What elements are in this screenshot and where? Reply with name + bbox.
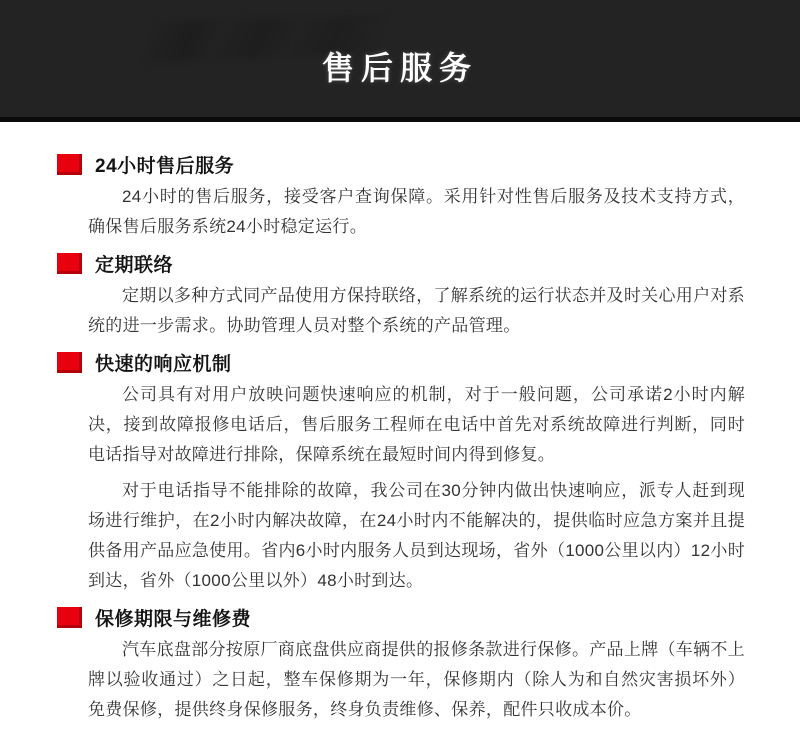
section-heading: 保修期限与维修费 bbox=[95, 608, 252, 630]
section-warranty bbox=[57, 605, 745, 725]
section-heading-row bbox=[57, 605, 745, 629]
section-paragraph: 24小时的售后服务，接受客户查询保障。采用针对性售后服务及技术支持方式，确保售后服务系统24小时稳定运行。 bbox=[88, 187, 745, 236]
section-paragraph: 对于电话指导不能排除的故障，我公司在30分钟内做出快速响应，派专人赶到现场进行维护，在2小时内解决故障，在24小时内不能解决的，提供临时应急方案并且提供备用产品应急使用。省内6小时内服务人员到达现场，省外（1000公里以内）12小时到达，省外（1000公里以外）48小时到达。 bbox=[88, 481, 745, 590]
faint-watermark bbox=[143, 14, 387, 62]
section-paragraph: 公司具有对用户放映问题快速响应的机制，对于一般问题，公司承诺2小时内解决，接到故障报修电话后，售后服务工程师在电话中首先对系统故障进行判断，同时电话指导对故障进行排除，保障系统在最短时间内得到修复。 bbox=[88, 385, 745, 464]
section-heading: 快速的响应机制 bbox=[95, 353, 232, 375]
red-square-bullet-icon bbox=[57, 154, 82, 175]
section-24h-service bbox=[57, 152, 745, 242]
red-square-bullet-icon bbox=[57, 352, 82, 373]
section-paragraph: 汽车底盘部分按原厂商底盘供应商提供的报修条款进行保修。产品上牌（车辆不上牌以验收通过）之日起，整车保修期为一年，保修期内（除人为和自然灾害损坏外）免费保修，提供终身保修服务，终身负责维修、保养，配件只收成本价。 bbox=[88, 640, 745, 719]
section-heading-row bbox=[57, 251, 745, 275]
section-regular-contact bbox=[57, 251, 745, 341]
section-heading-row bbox=[57, 350, 745, 374]
section-heading: 定期联络 bbox=[95, 254, 174, 276]
section-paragraph: 定期以多种方式同产品使用方保持联络，了解系统的运行状态并及时关心用户对系统的进一步需求。协助管理人员对整个系统的产品管理。 bbox=[88, 286, 745, 335]
page-title: 售后服务 bbox=[321, 50, 478, 86]
content-area bbox=[0, 122, 800, 725]
section-heading-row bbox=[57, 152, 745, 176]
title-banner bbox=[0, 0, 800, 122]
section-heading: 24小时售后服务 bbox=[95, 155, 235, 177]
red-square-bullet-icon bbox=[57, 253, 82, 274]
section-rapid-response bbox=[57, 350, 745, 596]
red-square-bullet-icon bbox=[57, 607, 82, 628]
